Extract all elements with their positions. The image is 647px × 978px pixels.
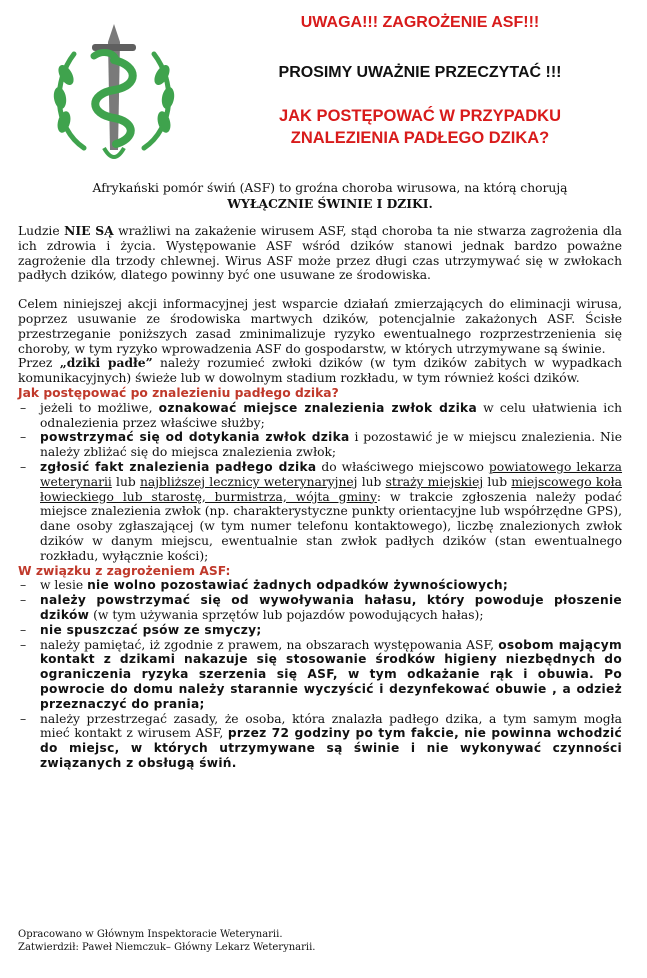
s2i4-b: osobom mającym kontakt z dzikami nakazuje się stosowanie środków higieny niezbędnych do ograniczenia ryzyka szerzenia się ASF, w tym odkażanie rąk i obuwia. Po powrocie do domu należy starannie wyczyścić i dezynfekować obuwie , a odzież przeznaczyć do prania; (40, 637, 623, 711)
footer (18, 928, 315, 954)
warning-title: UWAGA!!! ZAGROŻENIE ASF!!! (300, 14, 540, 31)
list-item (18, 623, 622, 638)
intro (40, 181, 620, 211)
paragraph-definition (18, 356, 622, 386)
p3-text-a: Przez (18, 356, 60, 371)
s2i4-a: należy pamiętać, iż zgodnie z prawem, na obszarach występowania ASF, (40, 637, 499, 652)
p3-text-c: należy rozumieć zwłoki dzików (w tym dzików zabitych w wypadkach komunikacyjnych) świeże lub w dowolnym stadium rozkładu, w tym również kości dzików. (18, 356, 623, 386)
paragraph-humans (18, 224, 622, 283)
s2i1-a: w lesie (40, 578, 88, 593)
s1i3-u4: miejscowego koła łowieckiego lub starostę, burmistrza, wójta gminy (40, 474, 622, 504)
list-item (18, 401, 622, 431)
p1-text-a: Ludzie (18, 224, 65, 238)
s1i3-g: : w trakcie zgłoszenia należy podać miejsce znalezienia zwłok (np. charakterystyczne punkty orientacyjne lub współrzędne GPS), dane osoby zgłaszającej (w tym numer telefonu kontaktowego), liczbę znalezionych zwłok dzików w danym miejscu, ewentualnie stan zwłok padłych dzików (stan ewentualnego rozkładu, wyłącznie kości); (40, 489, 623, 563)
p1-emphasis: NIE SĄ (64, 223, 114, 238)
question-title (200, 105, 640, 149)
list-item (18, 638, 622, 712)
list-item (18, 430, 622, 460)
s1i1-a: jeżeli to możliwe, (40, 400, 159, 415)
s1i3-u1: powiatowego lekarza weterynarii (40, 459, 623, 489)
veterinary-logo (44, 20, 184, 168)
s1i3-u3: straży miejskiej (385, 474, 484, 489)
s2i1-b: nie wolno pozostawiać żadnych odpadków żywnościowych; (87, 578, 509, 593)
section1-heading: Jak postępować po znalezieniu padłego dzika? (18, 385, 339, 400)
s2i5-a: należy przestrzegać zasady, że osoba, która znalazła padłego dzika, a tym samym mogła mieć kontakt z wirusem ASF, (40, 711, 622, 741)
s1i3-d: lub (111, 474, 140, 489)
s1i2-c: i pozostawić je w miejscu znalezienia. Nie należy zbliżać się do miejsca znalezienia zwłok; (40, 430, 622, 460)
list-item (18, 460, 622, 564)
s1i2-b: powstrzymać się od dotykania zwłok dzika (40, 430, 350, 445)
intro-line-2: WYŁĄCZNIE ŚWINIE I DZIKI. (227, 196, 433, 211)
section1-list (18, 401, 622, 564)
s1i3-f: lub (483, 474, 512, 489)
s1i3-u2: najbliższej lecznicy weterynaryjnej (139, 474, 358, 489)
s2i2-c: (w tym używania sprzętów lub pojazdów powodujących hałas); (89, 607, 484, 622)
s2i5-b: przez 72 godziny po tym fakcie, nie powinna wchodzić do miejsc, w których utrzymywane są świnie i nie wykonywać czynności związanych z obsługą świń. (40, 726, 622, 770)
s2i3-b: nie spuszczać psów ze smyczy; (40, 622, 262, 637)
p1-text-c: wrażliwi na zakażenie wirusem ASF, stąd choroba ta nie stwarza zagrożenia dla ich zdrowia i życia. Występowanie ASF wśród dzików stanowi jednak bardzo poważne zagrożenie dla trzody chlewnej. Wirus ASF może przez długi czas utrzymywać się w zwłokach padłych dzików, dlatego powinny być one usuwane ze środowiska. (18, 224, 622, 283)
s1i3-c: do właściwego miejscowo (316, 459, 489, 474)
footer-line-2: Zatwierdził: Paweł Niemczuk– Główny Lekarz Weterynarii. (18, 942, 316, 953)
intro-line-1: Afrykański pomór świń (ASF) to groźna choroba wirusowa, na którą chorują (92, 181, 568, 195)
s1i1-c: w celu ułatwienia ich odnalezienia przez właściwe służby; (40, 400, 623, 430)
section2-heading: W związku z zagrożeniem ASF: (18, 563, 231, 578)
s1i3-b: zgłosić fakt znalezienia padłego dzika (40, 459, 317, 474)
please-read-title: PROSIMY UWAŻNIE PRZECZYTAĆ !!! (278, 64, 562, 81)
paragraph-purpose: Celem niniejszej akcji informacyjnej jest wsparcie działań zmierzających do eliminacji wirusa, poprzez usuwanie ze środowiska martwych dzików, potencjalnie zakażonych ASF. Ścisłe przestrzeganie poniższych zasad zminimalizuje ryzyko ewentualnego rozprzestrzenienia się choroby, w tym ryzyko wprowadzenia ASF do gospodarstw, w których utrzymywane są świnie. (18, 297, 622, 356)
question-line-1: JAK POSTĘPOWAĆ W PRZYPADKU (278, 107, 562, 125)
list-item (18, 593, 622, 623)
list-item (18, 578, 622, 593)
footer-line-1: Opracowano w Głównym Inspektoracie Weterynarii. (18, 929, 283, 940)
p3-emphasis: „dziki padłe” (59, 355, 153, 371)
list-item (18, 712, 622, 771)
s1i1-b: oznakować miejsce znalezienia zwłok dzika (158, 400, 477, 415)
s2i2-b: należy powstrzymać się od wywoływania hałasu, który powoduje płoszenie dzików (40, 593, 622, 622)
question-line-2: ZNALEZIENIA PADŁEGO DZIKA? (290, 129, 550, 147)
s1i3-e: lub (357, 474, 386, 489)
document-body (18, 224, 622, 771)
section2-list (18, 578, 622, 770)
